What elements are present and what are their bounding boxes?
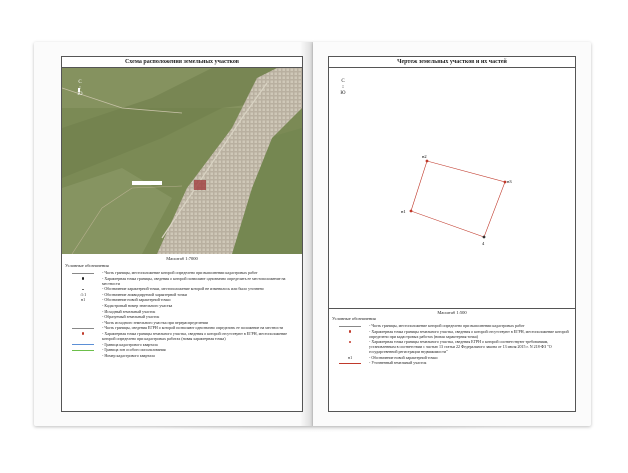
legend-text: - Характерная точка границы, сведения о которой позволяют однозначно определить ее местоположение на местности (102, 275, 286, 286)
legend-item (64, 347, 300, 352)
legend-item (64, 325, 300, 330)
legend-item (64, 309, 300, 314)
legend-symbol (64, 325, 102, 330)
legend-text: - Характерная точка границы земельного участка, сведения о которой отсутствуют в ЕГРН, местоположение которой определено при кадастровых работах (новая характерная точка) (369, 328, 569, 339)
left-page-title: Схема расположения земельных участков (62, 57, 302, 68)
legend-symbol (64, 331, 102, 336)
legend-text: - Обозначение характерной точки, местоположение которой не изменилось или было уточнено (102, 286, 264, 292)
point-n2 (426, 160, 429, 163)
legend-item (64, 320, 300, 325)
legend-item (64, 331, 300, 341)
legend-item (64, 286, 300, 291)
left-compass (76, 80, 84, 98)
compass-arrow-icon: ↕ (341, 85, 345, 90)
label-4: 4 (482, 241, 485, 246)
legend-symbol (331, 339, 369, 344)
right-legend-heading: Условные обозначения (332, 316, 376, 321)
legend-symbol (331, 360, 369, 365)
scale-bar (132, 181, 162, 185)
legend-symbol (331, 355, 369, 360)
right-scale: Масштаб 1:500 (437, 310, 467, 315)
plot-boundary (411, 161, 505, 237)
point-4 (483, 236, 486, 239)
legend-symbol-text: н1 (347, 354, 353, 360)
legend-symbol (64, 276, 102, 281)
legend-item (331, 329, 571, 339)
legend-text: - Характерная точка границы земельного участка, сведения о которой отсутствуют в ЕГРН, местоположение которой определено при кадастровых работах (новая характерная точка) (102, 330, 288, 341)
left-legend (64, 270, 300, 358)
plot-drawing (329, 69, 575, 299)
right-legend (331, 323, 571, 366)
legend-item (331, 339, 571, 354)
compass-arrow-icon: ↕ (78, 86, 82, 91)
legend-item (64, 270, 300, 275)
legend-item (64, 292, 300, 297)
legend-text: - Исходный земельный участок (102, 308, 156, 314)
point-n3 (504, 181, 507, 184)
legend-text: - Образуемый земельный участок (102, 314, 160, 320)
legend-item (64, 276, 300, 286)
compass-south: Ю (77, 92, 83, 97)
legend-text: - Часть границы, сведения ЕГРН о которой позволяют однозначно определить ее положение на местности (102, 325, 284, 331)
legend-symbol-text: :1:1 (79, 291, 87, 297)
left-scale: Масштаб 1:7000 (166, 256, 198, 261)
legend-text: - Часть исходного земельного участка при перераспределении (102, 319, 208, 325)
legend-symbol (64, 292, 102, 297)
legend-symbol (64, 297, 102, 302)
label-n2: н2 (422, 154, 427, 159)
legend-text: - Граница зон особого использования (102, 347, 166, 353)
left-page (34, 42, 313, 426)
legend-text: - Характерная точка границы земельного участка, сведения ЕГРН о которой соответствуют требованиям, установленным в соответствии с частью 13 статьи 22 Федерального закона от 13 июля 2015 г. N 218-ФЗ "О государственной регистрации недвижимости" (369, 339, 552, 355)
legend-item (64, 303, 300, 308)
legend-text: - Обозначение новой характерной точки (102, 297, 171, 303)
legend-item (331, 355, 571, 360)
left-sheet-frame (61, 56, 303, 412)
compass-north: С (78, 80, 82, 85)
compass-north: С (341, 79, 345, 84)
satellite-image (62, 68, 302, 254)
legend-item (331, 360, 571, 365)
compass-south: Ю (340, 91, 346, 96)
legend-text: - Уточненный земельный участок (369, 360, 427, 366)
satellite-photo (62, 68, 302, 254)
right-page-title: Чертеж земельных участков и их частей (329, 57, 575, 68)
legend-text: - Часть границы, местоположение которой определено при выполнении кадастровых работ (369, 323, 525, 328)
legend-item (64, 342, 300, 347)
legend-item (64, 297, 300, 302)
legend-symbol (331, 329, 369, 334)
plot-highlight (194, 180, 206, 190)
label-n1: н1 (401, 209, 406, 214)
right-sheet-frame (328, 56, 576, 412)
legend-symbol (64, 347, 102, 352)
right-page (313, 42, 591, 426)
legend-text: - Обозначение новой характерной точки (369, 354, 438, 360)
legend-symbol (64, 342, 102, 347)
legend-text: - Часть границы, местоположение которой определено при выполнении кадастровых работ (102, 270, 258, 275)
legend-symbol (331, 323, 369, 328)
legend-item (64, 314, 300, 319)
legend-text: - Кадастровый номер земельного участка (102, 302, 173, 308)
legend-symbol (64, 270, 102, 275)
legend-text: - Обозначение ликвидируемой характерной точки (102, 291, 187, 297)
legend-text: - Номер кадастрового квартала (102, 352, 155, 358)
legend-symbol (64, 286, 102, 291)
label-n3: н3 (507, 179, 512, 184)
legend-item (64, 353, 300, 358)
left-legend-heading: Условные обозначения (65, 263, 109, 268)
drawing-bottom-rule (329, 308, 575, 309)
legend-text: - Граница кадастрового квартала (102, 341, 158, 347)
legend-item (331, 323, 571, 328)
legend-symbol-text: н1 (80, 297, 86, 303)
point-n1 (410, 210, 413, 213)
